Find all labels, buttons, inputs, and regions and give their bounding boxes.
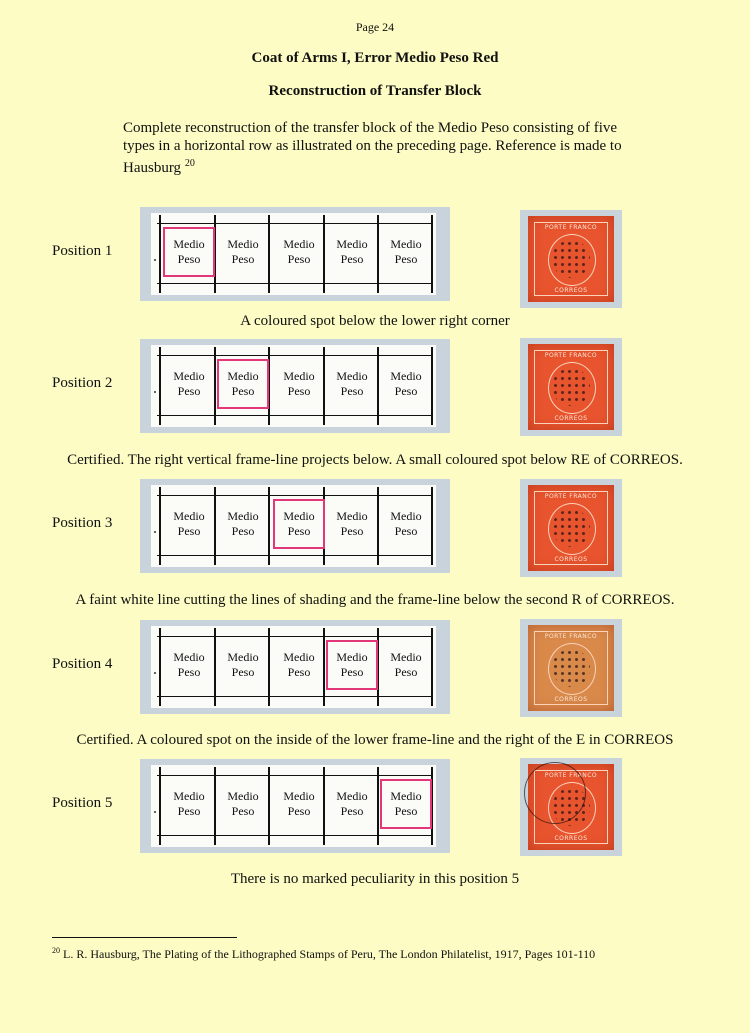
stamp-image <box>528 625 614 711</box>
stamp-bottom-text: CORREOS <box>554 835 588 842</box>
cell-line-2: Peso <box>340 524 364 538</box>
cell-line-2: Peso <box>340 384 364 398</box>
stamp-type <box>273 227 325 277</box>
cell-line-1: Medio <box>173 237 205 251</box>
cell-line-1: Medio <box>173 789 205 803</box>
stamp-top-text: PORTE FRANCO <box>544 493 598 500</box>
frame-line <box>159 347 161 425</box>
cell-line-1: Medio <box>173 650 205 664</box>
stamp-photo <box>520 758 622 856</box>
cell-line-1: Medio <box>227 509 259 523</box>
cell-line-1: Medio <box>336 650 368 664</box>
transfer-block <box>140 207 450 301</box>
frame-line <box>157 775 432 776</box>
cell-line-2: Peso <box>394 252 418 266</box>
cell-line-2: Peso <box>394 665 418 679</box>
cell-line-1: Medio <box>390 369 422 383</box>
stamp-type <box>326 499 378 549</box>
footnote-text: L. R. Hausburg, The Plating of the Lithographed Stamps of Peru, The London Philatelist, 1917, Pages 101-110 <box>63 947 596 961</box>
cell-line-1: Medio <box>336 369 368 383</box>
cell-line-1: Medio <box>336 509 368 523</box>
highlighted-stamp-type <box>380 779 432 829</box>
frame-line <box>159 215 161 293</box>
cell-line-1: Medio <box>173 369 205 383</box>
stamp-image <box>528 764 614 850</box>
cell-line-1: Medio <box>283 369 315 383</box>
stamp-type <box>380 227 432 277</box>
cell-line-1: Medio <box>283 237 315 251</box>
footnote-rule <box>52 937 237 938</box>
cell-line-2: Peso <box>231 384 255 398</box>
transfer-sheet <box>151 345 436 427</box>
cell-line-2: Peso <box>177 524 201 538</box>
cell-line-2: Peso <box>340 665 364 679</box>
transfer-sheet <box>151 765 436 847</box>
stamp-type <box>273 640 325 690</box>
stamp-image <box>528 485 614 571</box>
sheet-mark <box>154 811 156 813</box>
stamp-top-text: PORTE FRANCO <box>544 633 598 640</box>
stamp-bottom-text: CORREOS <box>554 556 588 563</box>
cell-line-2: Peso <box>287 524 311 538</box>
cell-line-1: Medio <box>227 650 259 664</box>
cell-line-2: Peso <box>287 804 311 818</box>
cell-line-2: Peso <box>231 665 255 679</box>
cell-line-1: Medio <box>390 650 422 664</box>
stamp-type <box>273 779 325 829</box>
frame-line <box>157 495 432 496</box>
cell-line-1: Medio <box>390 509 422 523</box>
highlighted-stamp-type <box>326 640 378 690</box>
cell-line-2: Peso <box>287 665 311 679</box>
cell-line-1: Medio <box>283 650 315 664</box>
stamp-photo <box>520 210 622 308</box>
cell-line-2: Peso <box>177 384 201 398</box>
stamp-bottom-text: CORREOS <box>554 415 588 422</box>
cell-line-1: Medio <box>390 789 422 803</box>
cell-line-2: Peso <box>231 252 255 266</box>
frame-line <box>157 283 432 284</box>
intro-paragraph <box>123 119 643 177</box>
transfer-block <box>140 759 450 853</box>
dotted-cancel <box>552 368 590 406</box>
cell-line-2: Peso <box>340 252 364 266</box>
cell-line-2: Peso <box>340 804 364 818</box>
transfer-sheet <box>151 626 436 708</box>
frame-line <box>159 487 161 565</box>
stamp-bottom-text: CORREOS <box>554 287 588 294</box>
cell-line-1: Medio <box>227 369 259 383</box>
stamp-type <box>163 499 215 549</box>
stamp-type <box>326 227 378 277</box>
transfer-block <box>140 620 450 714</box>
cell-line-2: Peso <box>394 804 418 818</box>
stamp-type <box>326 779 378 829</box>
stamp-type <box>163 779 215 829</box>
sheet-mark <box>154 531 156 533</box>
cell-line-1: Medio <box>390 237 422 251</box>
transfer-sheet <box>151 213 436 295</box>
frame-line <box>157 636 432 637</box>
sheet-mark <box>154 259 156 261</box>
transfer-block <box>140 339 450 433</box>
cell-line-2: Peso <box>177 252 201 266</box>
circular-postmark <box>524 762 586 824</box>
stamp-type <box>163 640 215 690</box>
stamp-top-text: PORTE FRANCO <box>544 224 598 231</box>
cell-line-2: Peso <box>394 524 418 538</box>
dotted-cancel <box>552 240 590 278</box>
position-caption: Certified. The right vertical frame-line projects below. A small coloured spot below RE of CORREOS. <box>67 452 683 468</box>
stamp-photo <box>520 619 622 717</box>
frame-line <box>157 835 432 836</box>
sheet-mark <box>154 391 156 393</box>
footnote <box>52 946 732 962</box>
position-label: Position 5 <box>52 795 113 811</box>
footnote-ref: 20 <box>184 158 195 169</box>
stamp-top-text: PORTE FRANCO <box>544 352 598 359</box>
position-label: Position 2 <box>52 375 113 391</box>
highlighted-stamp-type <box>273 499 325 549</box>
dotted-cancel <box>552 649 590 687</box>
position-caption: Certified. A coloured spot on the inside of the lower frame-line and the right of the E in CORREOS <box>76 732 674 748</box>
page-subtitle: Reconstruction of Transfer Block <box>268 83 482 99</box>
cell-line-1: Medio <box>227 237 259 251</box>
stamp-type <box>380 640 432 690</box>
intro-text: Complete reconstruction of the transfer block of the Medio Peso consisting of five types in a horizontal row as illustrated on the preceding page. Reference is made to Hausburg <box>123 120 622 176</box>
frame-line <box>159 767 161 845</box>
stamp-type <box>273 359 325 409</box>
position-label: Position 1 <box>52 243 113 259</box>
position-label: Position 3 <box>52 515 113 531</box>
cell-line-2: Peso <box>231 804 255 818</box>
position-label: Position 4 <box>52 656 113 672</box>
cell-line-1: Medio <box>283 789 315 803</box>
transfer-sheet <box>151 485 436 567</box>
stamp-type <box>380 499 432 549</box>
cell-line-1: Medio <box>336 789 368 803</box>
stamp-type <box>326 359 378 409</box>
stamp-top-text: PORTE FRANCO <box>544 772 598 779</box>
cell-line-2: Peso <box>177 804 201 818</box>
frame-line <box>157 355 432 356</box>
frame-line <box>157 223 432 224</box>
stamp-image <box>528 216 614 302</box>
stamp-type <box>163 359 215 409</box>
frame-line <box>157 555 432 556</box>
stamp-image <box>528 344 614 430</box>
stamp-photo <box>520 338 622 436</box>
frame-line <box>157 415 432 416</box>
cell-line-2: Peso <box>177 665 201 679</box>
highlighted-stamp-type <box>217 359 269 409</box>
transfer-block <box>140 479 450 573</box>
page-number: Page 24 <box>355 20 395 34</box>
cell-line-2: Peso <box>394 384 418 398</box>
stamp-photo <box>520 479 622 577</box>
highlighted-stamp-type <box>163 227 215 277</box>
stamp-type <box>217 779 269 829</box>
stamp-type <box>217 227 269 277</box>
position-caption: A coloured spot below the lower right corner <box>240 313 510 329</box>
position-caption: A faint white line cutting the lines of shading and the frame-line below the second R of CORREOS. <box>75 592 675 608</box>
cell-line-1: Medio <box>283 509 315 523</box>
cell-line-2: Peso <box>231 524 255 538</box>
footnote-number: 20 <box>52 946 60 955</box>
sheet-mark <box>154 672 156 674</box>
dotted-cancel <box>552 509 590 547</box>
cell-line-1: Medio <box>227 789 259 803</box>
cell-line-2: Peso <box>287 252 311 266</box>
stamp-type <box>380 359 432 409</box>
stamp-type <box>217 499 269 549</box>
frame-line <box>157 696 432 697</box>
cell-line-2: Peso <box>287 384 311 398</box>
cell-line-1: Medio <box>173 509 205 523</box>
position-caption: There is no marked peculiarity in this position 5 <box>230 871 520 887</box>
page-title: Coat of Arms I, Error Medio Peso Red <box>251 50 499 66</box>
frame-line <box>159 628 161 706</box>
stamp-bottom-text: CORREOS <box>554 696 588 703</box>
cell-line-1: Medio <box>336 237 368 251</box>
stamp-type <box>217 640 269 690</box>
